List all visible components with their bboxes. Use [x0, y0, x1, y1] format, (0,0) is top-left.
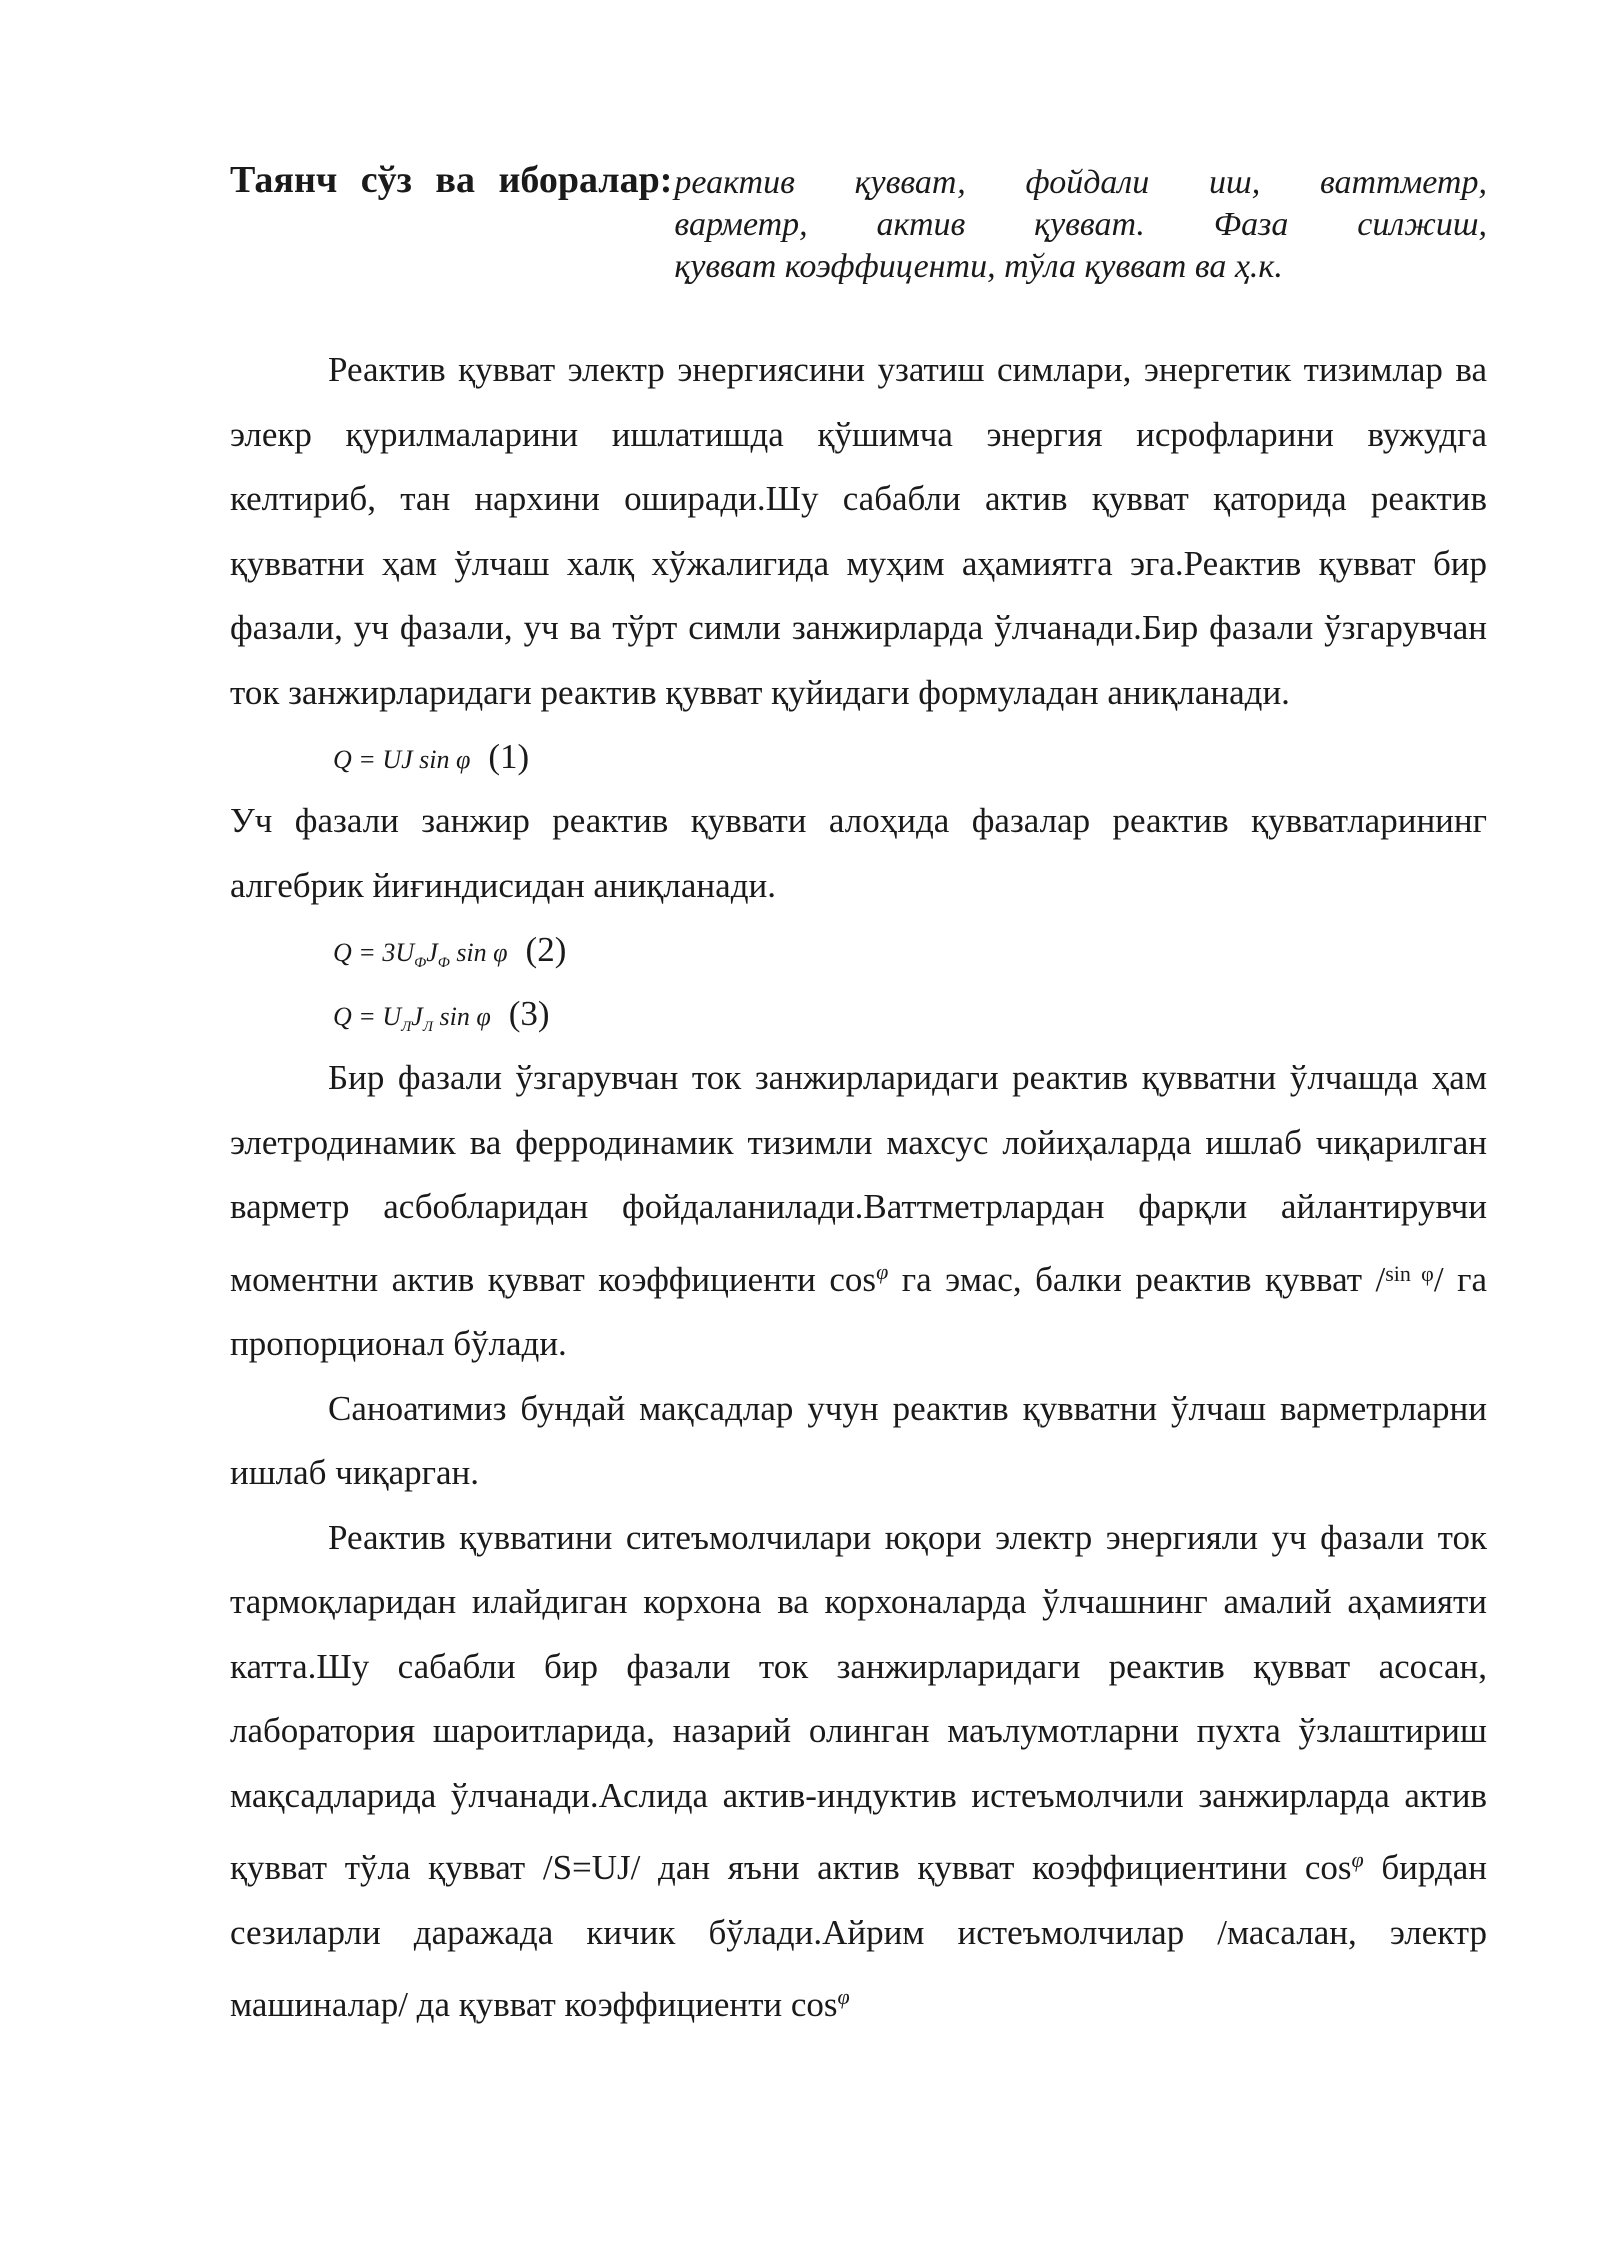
paragraph-3-text-c: / га пропорционал бўлади.	[230, 1259, 1487, 1363]
keywords-block	[230, 150, 1487, 288]
formula-2-mid: J	[426, 938, 438, 967]
formula-3-lhs: Q = U	[333, 1002, 402, 1031]
formula-3-sub-1: Л	[401, 1019, 412, 1036]
formula-3-rhs: sin φ	[433, 1002, 491, 1031]
formula-1-expression: Q = UJ sin φ	[333, 745, 471, 774]
formula-3-number: (3)	[508, 994, 550, 1033]
paragraph-3	[230, 1046, 1487, 1377]
paragraph-2: Уч фазали занжир реактив қуввати алоҳида фазалар реактив қувватларининг алгебрик йиғиндисидан аниқланади.	[230, 801, 1487, 905]
formula-2-number: (2)	[525, 930, 567, 969]
formula-2-sub-1: Ф	[414, 955, 427, 972]
formula-3-sub-2: Л	[422, 1019, 433, 1036]
keywords-line-2: варметр, актив қувват. Фаза силжиш,	[674, 206, 1487, 243]
formula-3	[333, 982, 1487, 1046]
paragraph-3-text-b: га эмас, балки реактив қувват /	[888, 1259, 1386, 1299]
keywords-text	[674, 150, 1487, 288]
keywords-label: Таянч сўз ва иборалар:	[230, 159, 673, 201]
formula-2-sub-2: Ф	[437, 955, 450, 972]
formula-2	[333, 918, 1487, 982]
paragraph-3-text-a: Бир фазали ўзгарувчан ток занжирларидаги реактив қувватни ўлчашда ҳам элетродинамик ва ферродинамик тизимли махсус лойиҳаларда ишлаб чиқарилган варметр асбобларидан фойдаланилади.Ваттметрлардан фарқли айлантирувчи моментни актив қувват коэффициенти cos	[230, 1058, 1487, 1299]
paragraph-3-phi: φ	[876, 1258, 889, 1284]
paragraph-5	[230, 1506, 1487, 2038]
formula-3-mid: J	[411, 1002, 423, 1031]
keywords-line-1: реактив қувват, фойдали иш, ваттметр,	[674, 164, 1487, 201]
formula-2-lhs: Q = 3U	[333, 938, 415, 967]
document-page	[230, 150, 1487, 2038]
paragraph-5-text-a: Реактив қувватини ситеъмолчилари юқори электр энергияли уч фазали ток тармоқларидан илайдиган корхона ва корхоналарда ўлчашнинг амалий аҳамияти катта.Шу сабабли бир фазали ток занжирларидаги реактив қувват асосан, лаборатория шароитларида, назарий олинган маълумотларни пухта ўзлаштириш мақсадларида ўлчанади.Аслида актив-индуктив истеъмолчили занжирларда актив қувват тўла қувват /S=UJ/ дан яъни актив қувват коэффициентини cos	[230, 1517, 1487, 1887]
formula-1	[333, 725, 1487, 789]
paragraph-5-phi-2: φ	[837, 1984, 850, 2009]
paragraph-5-text-b: бирдан сезиларли даражада кичик бўлади.Айрим истеъмолчилар /масалан, электр машиналар/ да қувват коэффициенти cos	[230, 1848, 1488, 2024]
formula-2-rhs: sin φ	[449, 938, 508, 967]
paragraph-5-phi-1: φ	[1351, 1847, 1364, 1872]
formula-1-number: (1)	[488, 737, 530, 776]
paragraph-3-sinphi: sin φ	[1385, 1260, 1434, 1286]
keywords-line-3: қувват коэффиценти, тўла қувват ва ҳ.к.	[674, 248, 1283, 285]
paragraph-4: Саноатимиз бундай мақсадлар учун реактив қувватни ўлчаш варметрларни ишлаб чиқарган.	[230, 1388, 1487, 1492]
paragraph-1: Реактив қувват электр энергиясини узатиш симлари, энергетик тизимлар ва элекр қурилмаларини ишлатишда қўшимча энергия исрофларини вужудга келтириб, тан нархини оширади.Шу сабабли актив қувват қаторида реактив қувватни ҳам ўлчаш халқ хўжалигида муҳим аҳамиятга эга.Реактив қувват бир фазали, уч фазали, уч ва тўрт симли занжирларда ўлчанади.Бир фазали ўзгарувчан ток занжирларидаги реактив қувват қуйидаги формуладан аниқланади.	[230, 350, 1487, 712]
